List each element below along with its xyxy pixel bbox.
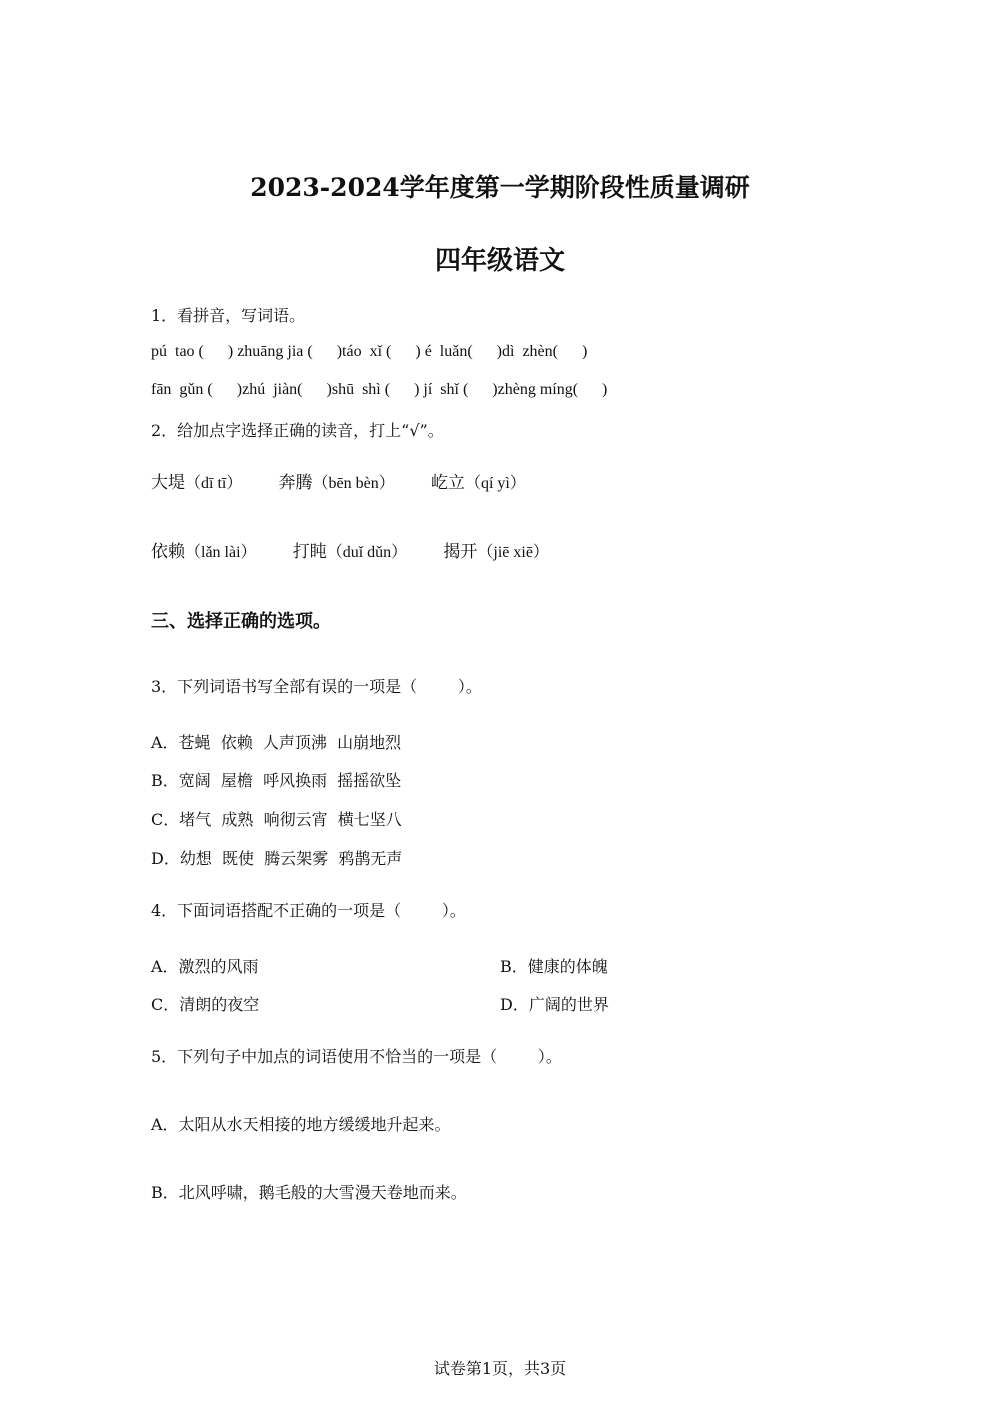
- q2-word: 奔腾: [278, 473, 313, 493]
- q2-word: 揭开: [443, 542, 478, 562]
- q2-pinyin-choice: （dī tī）: [185, 475, 243, 492]
- q1-pinyin-row-1: pú tao ( ) zhuāng jia ( )táo xǐ ( ) é luǎn( )dì zhèn( ): [151, 343, 588, 360]
- q2-row-1: [151, 468, 526, 493]
- q2-pinyin-choice: （qí yì）: [464, 475, 526, 492]
- q2-pinyin-choice: （jiē xiē）: [477, 544, 549, 561]
- q2-word: 打盹: [292, 542, 327, 562]
- q2-prompt: 2．给加点字选择正确的读音，打上“√”。: [151, 421, 444, 440]
- q3-option-a: A．苍蝇 依赖 人声顶沸 山崩地烈: [151, 733, 402, 752]
- q2-word: 屹立: [430, 473, 465, 493]
- q3-option-d: D．幼想 既使 腾云架雾 鸦鹊无声: [151, 849, 403, 868]
- q4-option-a: A．激烈的风雨: [151, 957, 259, 976]
- page-footer: 试卷第1页，共3页: [433, 1359, 567, 1378]
- q1-prompt: 1．看拼音，写词语。: [151, 306, 306, 325]
- q2-word: 依赖: [151, 542, 185, 562]
- q2-row-2: [151, 537, 549, 562]
- q4-option-c: C．清朗的夜空: [151, 995, 260, 1014]
- q4-prompt: 4．下面词语搭配不正确的一项是（ ）。: [151, 901, 466, 920]
- exam-title: 2023-2024学年度第一学期阶段性质量调研: [250, 173, 750, 202]
- q5-prompt: 5．下列句子中加点的词语使用不恰当的一项是（ ）。: [151, 1047, 562, 1066]
- section-heading: 三、选择正确的选项。: [151, 611, 331, 632]
- q2-pinyin-choice: （bēn bèn）: [312, 475, 395, 492]
- q2-pinyin-choice: （duǐ dǔn）: [326, 544, 408, 561]
- q3-prompt: 3．下列词语书写全部有误的一项是（ ）。: [151, 677, 482, 696]
- q3-option-c: C．堵气 成熟 响彻云宵 横七坚八: [151, 810, 402, 829]
- q4-option-d: D．广阔的世界: [500, 995, 609, 1014]
- q2-pinyin-choice: （lǎn lài）: [185, 544, 257, 561]
- q2-word: 大堤: [151, 473, 185, 493]
- q5-option-a: A．太阳从水天相接的地方缓缓地升起来。: [151, 1115, 451, 1134]
- q4-option-b: B．健康的体魄: [500, 957, 608, 976]
- exam-subtitle: 四年级语文: [434, 246, 565, 276]
- q5-option-b: B．北风呼啸，鹅毛般的大雪漫天卷地而来。: [151, 1183, 467, 1202]
- q1-pinyin-row-2: fān gǔn ( )zhú jiàn( )shū shì ( ) jí shǐ ( )zhèng míng( ): [151, 381, 608, 398]
- q3-option-b: B．宽阔 屋檐 呼风换雨 摇摇欲坠: [151, 771, 402, 790]
